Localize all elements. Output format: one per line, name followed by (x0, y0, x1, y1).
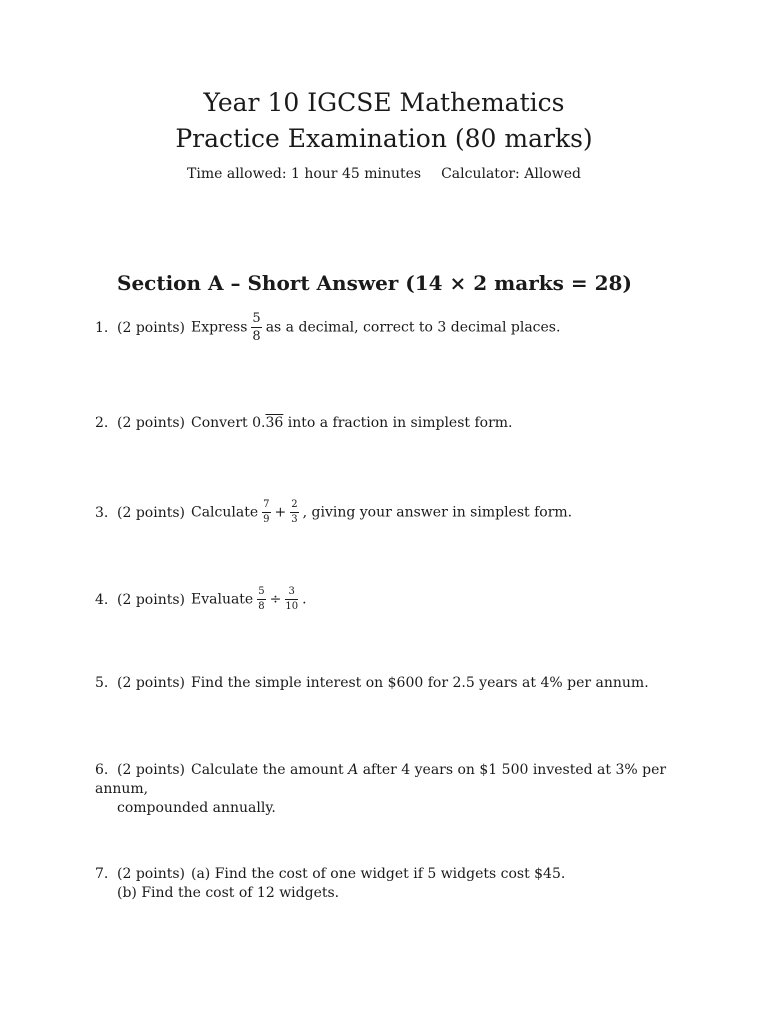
fraction-denominator: 9 (263, 514, 270, 525)
question-points: (2 points) (117, 762, 185, 778)
question-points: (2 points) (117, 504, 185, 521)
fraction (257, 587, 265, 612)
question-text: . (302, 591, 307, 608)
fraction-denominator: 10 (285, 601, 299, 612)
recurring-digits: 36 (265, 415, 284, 431)
exam-meta (0, 166, 768, 182)
question-points: (2 points) (117, 675, 185, 691)
question-text-line2: compounded annually. (117, 800, 276, 816)
question-points: (2 points) (117, 415, 185, 431)
question-text: as a decimal, correct to 3 decimal places. (265, 319, 561, 336)
section-a-heading: Section A – Short Answer (14 × 2 marks = 28) (117, 271, 632, 295)
question-1 (95, 312, 695, 343)
fraction-numerator: 7 (262, 500, 270, 513)
question-number: 5. (95, 675, 109, 691)
question-3 (95, 500, 695, 525)
question-number: 4. (95, 591, 109, 608)
fraction-numerator: 3 (285, 587, 298, 600)
question-text: into a fraction in simplest form. (287, 415, 513, 431)
question-text-line2: (b) Find the cost of 12 widgets. (117, 885, 340, 901)
question-2 (95, 414, 695, 433)
question-text: Evaluate (190, 591, 254, 608)
question-points: (2 points) (117, 591, 185, 608)
fraction-numerator: 2 (290, 500, 298, 513)
question-number: 1. (95, 319, 109, 336)
exam-title-line2: Practice Examination (80 marks) (175, 124, 593, 153)
question-7 (95, 865, 695, 903)
question-number: 6. (95, 762, 109, 778)
fraction (285, 587, 298, 612)
operator: ÷ (269, 591, 282, 608)
question-number: 2. (95, 415, 109, 431)
exam-title-line1: Year 10 IGCSE Mathematics (203, 88, 565, 117)
fraction (251, 312, 261, 343)
question-text: Find the simple interest on $600 for 2.5 years at 4% per annum. (190, 675, 649, 691)
fraction-denominator: 3 (291, 514, 298, 525)
fraction-numerator: 5 (252, 311, 261, 326)
fraction-numerator: 5 (257, 587, 265, 600)
calculator-note: Calculator: Allowed (441, 166, 581, 182)
operator: + (274, 504, 287, 521)
question-number: 3. (95, 504, 109, 521)
question-text: Calculate the amount (190, 762, 344, 778)
variable: A (348, 762, 359, 778)
fraction-denominator: 8 (252, 329, 261, 344)
question-4 (95, 587, 695, 612)
question-text: Express (190, 319, 248, 336)
question-5 (95, 674, 695, 693)
question-text: after 4 years on $1 500 invested at 3% per annum, (95, 762, 667, 797)
question-text: (a) Find the cost of one widget if 5 widgets cost $45. (190, 866, 566, 882)
question-number: 7. (95, 866, 109, 882)
question-points: (2 points) (117, 319, 185, 336)
fraction (262, 500, 270, 525)
fraction-denominator: 8 (258, 601, 265, 612)
question-6 (95, 761, 695, 818)
question-text: Calculate (190, 504, 259, 521)
question-points: (2 points) (117, 866, 185, 882)
question-text: Convert 0. (190, 415, 266, 431)
fraction (290, 500, 298, 525)
question-text: , giving your answer in simplest form. (302, 504, 573, 521)
time-allowed: Time allowed: 1 hour 45 minutes (187, 166, 422, 182)
